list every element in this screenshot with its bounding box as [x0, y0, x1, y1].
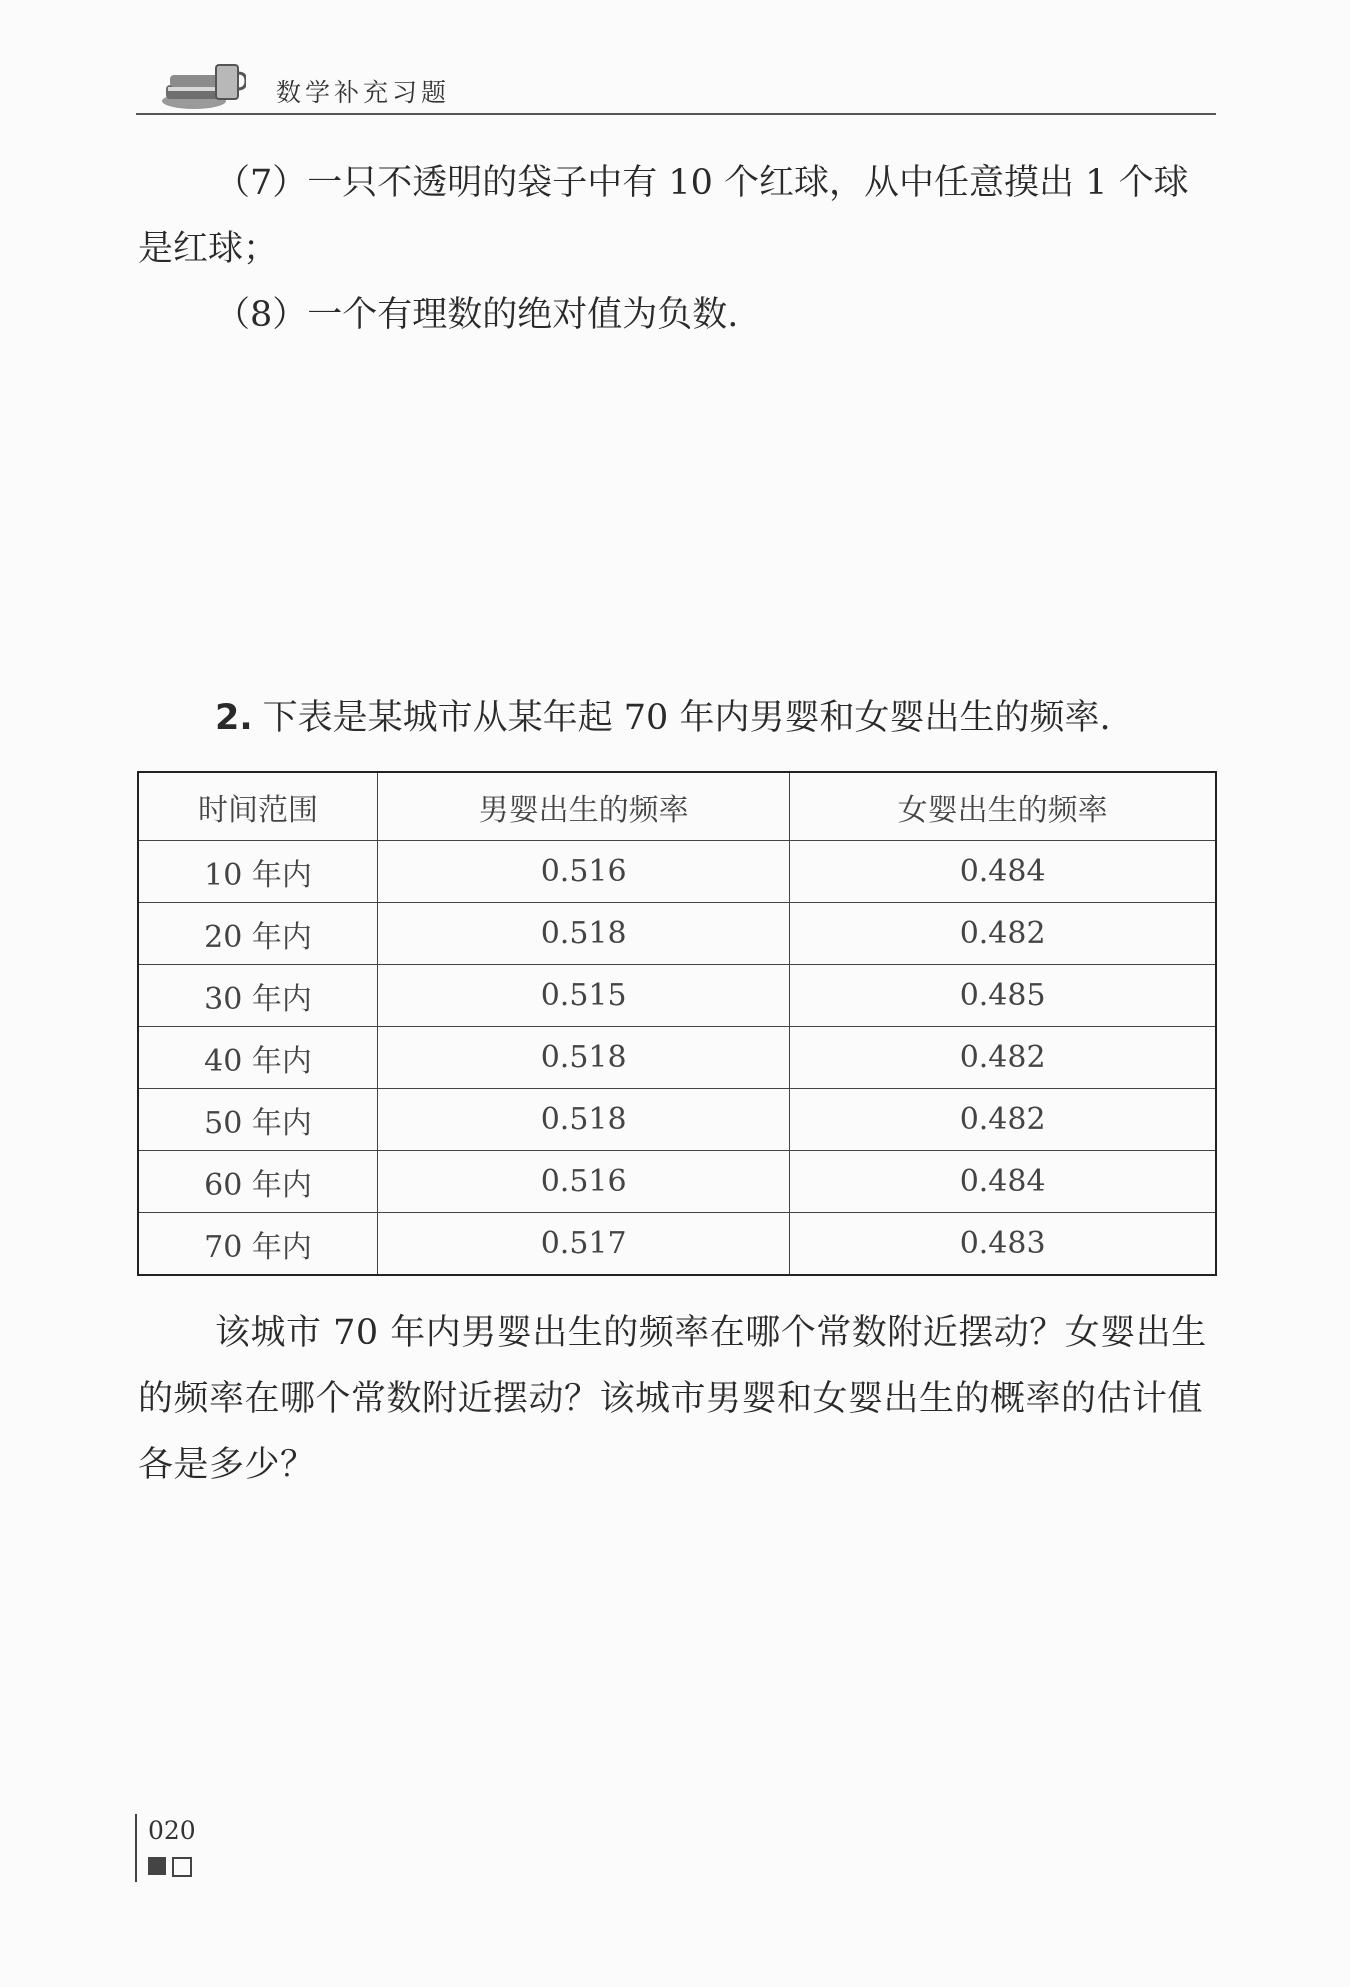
problem-2-number: 2.: [215, 698, 253, 738]
boy-frequency-cell: 0.517: [378, 1213, 790, 1276]
boy-frequency-cell: 0.518: [378, 1089, 790, 1151]
item-8-text: （8）一个有理数的绝对值为负数.: [215, 295, 739, 335]
time-range-cell: 10 年内: [138, 841, 378, 903]
time-range-cell: 20 年内: [138, 903, 378, 965]
girl-frequency-cell: 0.482: [790, 903, 1216, 965]
time-range-cell: 30 年内: [138, 965, 378, 1027]
girl-frequency-cell: 0.482: [790, 1089, 1216, 1151]
follow-up-question: 该城市 70 年内男婴出生的频率在哪个常数附近摆动？女婴出生的频率在哪个常数附近摆动？该城市男婴和女婴出生的概率的估计值各是多少？: [138, 1313, 1207, 1485]
boy-frequency-cell: 0.515: [378, 965, 790, 1027]
boy-frequency-cell: 0.518: [378, 1027, 790, 1089]
boy-frequency-cell: 0.516: [378, 841, 790, 903]
time-range-cell: 70 年内: [138, 1213, 378, 1276]
girl-frequency-cell: 0.484: [790, 841, 1216, 903]
footer-rule: [135, 1814, 137, 1882]
girl-frequency-cell: 0.482: [790, 1027, 1216, 1089]
table-header-row: [138, 772, 1216, 841]
problem-2-text: 下表是某城市从某年起 70 年内男婴和女婴出生的频率.: [262, 698, 1111, 738]
page-header: [136, 55, 1216, 117]
boy-frequency-cell: 0.516: [378, 1151, 790, 1213]
page-number: 020: [148, 1816, 196, 1845]
header-rule: [136, 113, 1216, 115]
birth-frequency-table: [137, 771, 1217, 1276]
item-7-text: （7）一只不透明的袋子中有 10 个红球，从中任意摸出 1 个球是红球；: [138, 163, 1189, 269]
girl-frequency-cell: 0.484: [790, 1151, 1216, 1213]
problem-2-prompt: [215, 685, 1295, 751]
boy-frequency-cell: 0.518: [378, 903, 790, 965]
time-range-cell: 50 年内: [138, 1089, 378, 1151]
filled-square-icon: [148, 1857, 166, 1875]
books-and-cup-icon: [160, 61, 246, 111]
table-row: [138, 1151, 1216, 1213]
girl-frequency-cell: 0.485: [790, 965, 1216, 1027]
table-row: [138, 903, 1216, 965]
header-boy-frequency: 男婴出生的频率: [378, 772, 790, 841]
header-title: 数学补充习题: [276, 78, 451, 107]
header-time-range: 时间范围: [138, 772, 378, 841]
table-row: [138, 1027, 1216, 1089]
time-range-cell: 60 年内: [138, 1151, 378, 1213]
header-girl-frequency: 女婴出生的频率: [790, 772, 1216, 841]
girl-frequency-cell: 0.483: [790, 1213, 1216, 1276]
table-row: [138, 1213, 1216, 1276]
table-row: [138, 1089, 1216, 1151]
empty-square-icon: [172, 1857, 192, 1877]
time-range-cell: 40 年内: [138, 1027, 378, 1089]
table-row: [138, 841, 1216, 903]
table-row: [138, 965, 1216, 1027]
